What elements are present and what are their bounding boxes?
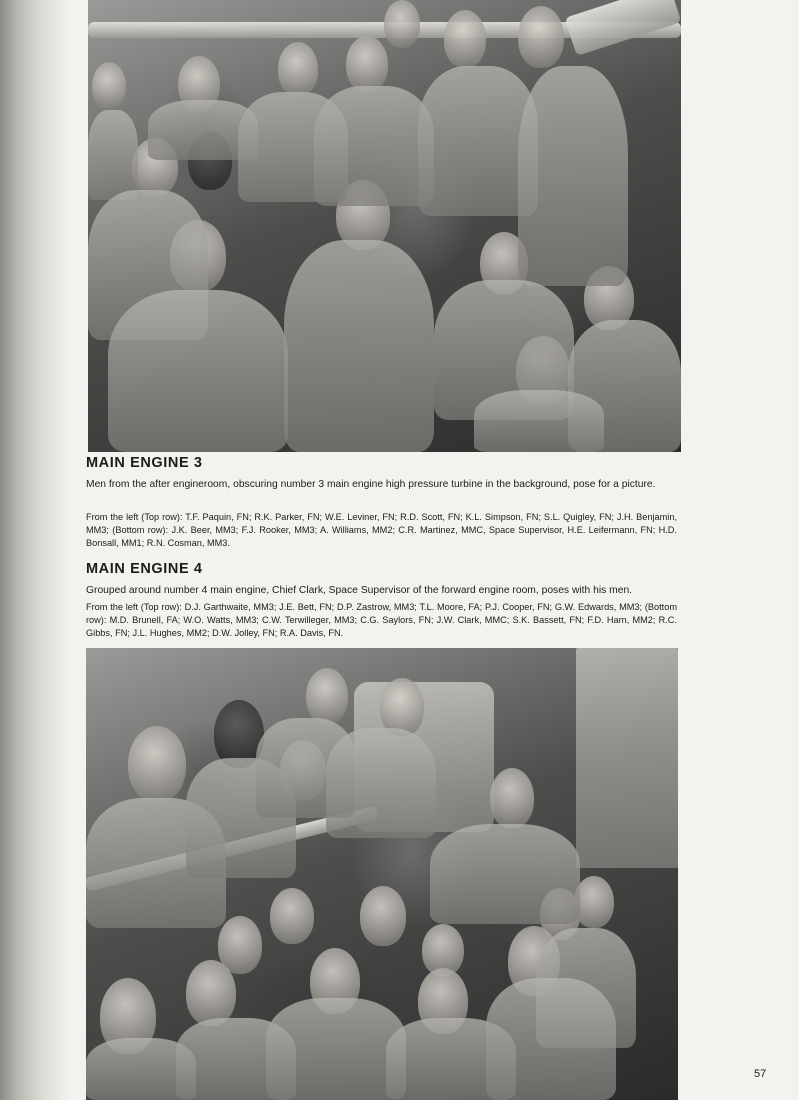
- main-engine-4-crew-photo: [86, 648, 678, 1100]
- section-heading-main-engine-4: MAIN ENGINE 4: [86, 561, 203, 577]
- main-engine-3-description: Men from the after engineroom, obscuring number 3 main engine high pressure turbine in the background, pose for a picture.: [86, 479, 656, 490]
- section-heading-main-engine-3: MAIN ENGINE 3: [86, 455, 203, 471]
- main-engine-3-crew-photo: [88, 0, 681, 452]
- main-engine-4-crew-list: From the left (Top row): D.J. Garthwaite, MM3; J.E. Bett, FN; D.P. Zastrow, MM3; T.L. Moore, FA; P.J. Cooper, FN; G.W. Edwards, MM3; (Bottom row): M.D. Brunell, FA; W.O. Watts, MM3; C.W. Terwilleger, MM3; C.G. Saylors, FN; J.W. Clark, MMC; S.K. Bassett, FN; F.D. Harn, MM2; R.C. Gibbs, FN; J.L. Hughes, MM2; D.W. Jolley, FN; R.A. Davis, FN.: [86, 602, 677, 639]
- main-engine-3-crew-list: From the left (Top row): T.F. Paquin, FN; R.K. Parker, FN; W.E. Leviner, FN; R.D. Scott, FN; K.L. Simpson, FN; S.L. Quigley, FN; J.H. Benjamin, MM3; (Bottom row): J.K. Beer, MM3; F.J. Rooker, MM3; A. Williams, MM2; C.R. Martinez, MMC, Space Supervisor, H.E. Leifermann, FN; H.D. Bonsall, MM1; R.N. Cosman, MM3.: [86, 512, 677, 549]
- page-number: 57: [754, 1068, 767, 1080]
- main-engine-4-description: Grouped around number 4 main engine, Chief Clark, Space Supervisor of the forward engine room, poses with his men.: [86, 585, 633, 596]
- page-binding-shadow: [0, 0, 70, 1100]
